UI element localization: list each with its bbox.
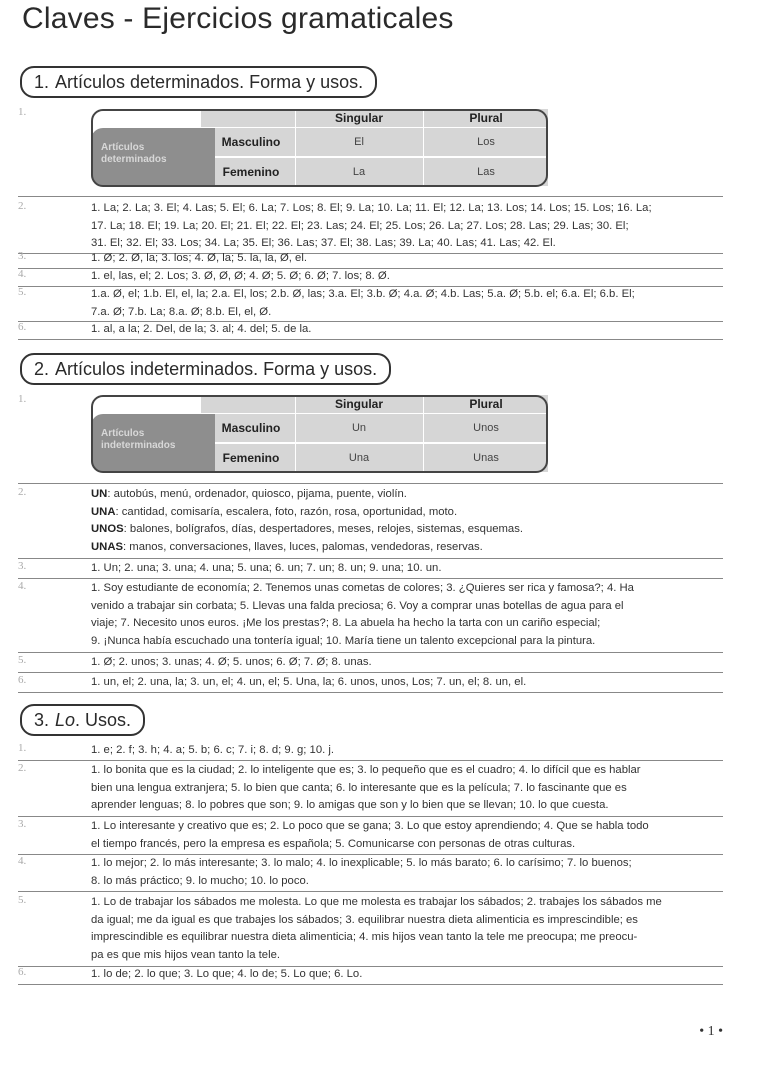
exercise-number: 2. [18,762,27,774]
section-heading-3 [20,704,145,736]
cell-masc-singular: El [354,136,364,148]
exercise-number: 6. [18,674,27,686]
exercise-row-3-2 [18,762,723,817]
exercise-row-2-5 [18,654,723,673]
exercise-number: 5. [18,286,27,298]
exercise-answers: 1. lo bonita que es la ciudad; 2. lo inteligente que es; 3. lo pequeño que es el cuadro; 4. lo difícil que es hablar bien una lengua extranjera; 5. lo bien que canta; 6. lo interesante que es la película; 7. lo fascinante que es aprender lenguas; 8. lo pobres que son; 9. lo amigas que son y lo bien que se llevan; 10. lo que cuesta. [91,764,641,811]
exercise-row-2-2 [18,486,723,559]
exercise-number: 1. [18,106,27,118]
cell-masc-singular: Un [351,422,367,434]
exercise-number: 3. [18,250,27,262]
exercise-number: 5. [18,894,27,906]
col-singular: Singular [334,111,383,125]
section-heading-1 [20,66,377,98]
exercise-answers: 1. el, las, el; 2. Los; 3. Ø, Ø, Ø; 4. Ø; 5. Ø; 6. Ø; 7. los; 8. Ø. [91,270,390,282]
row-masculino: Masculino [221,135,281,149]
table-side-label: Artículos indeterminados [91,414,215,472]
exercise-answers: 1. Lo de trabajar los sábados me molesta. Lo que me molesta es trabajar los sábados; 2. trabajes los sábados me da igual; me da igual es que trabajes los sábados; 3. equilibrar nuestra dieta alimenticia es imprescindible; es imprescindible es equilibrar nuestra dieta alimenticia; 4. mis hijos vean tanto la tele me preocupa; me preocu- pa es que mis hijos vean tanto la tele. [91,896,662,961]
cell-fem-plural: Las [477,166,495,178]
exercise-number: 4. [18,580,27,592]
col-plural: Plural [469,111,503,125]
page-title: Claves - Ejercicios gramaticales [22,2,454,35]
exercise-row-1-6 [18,321,723,340]
exercise-row-1-3 [18,250,723,269]
exercise-number: 4. [18,268,27,280]
section-number: 1. [34,72,50,92]
section-number: 2. [34,359,50,379]
exercise-answers: 1.a. Ø, el; 1.b. El, el, la; 2.a. El, los; 2.b. Ø, las; 3.a. El; 3.b. Ø; 4.a. Ø; 4.b. Las; 5.a. Ø; 5.b. el; 6.a. El; 6.b. El; 7.a. Ø; 7.b. La; 8.a. Ø; 8.b. El, el, Ø. [91,288,635,318]
section-heading-text: Artículos indeterminados. Forma y usos. [55,359,378,379]
section-heading-text: Artículos determinados. Forma y usos. [55,72,364,92]
exercise-row-2-3 [18,560,723,579]
exercise-answers: 1. Ø; 2. Ø, la; 3. los; 4. Ø, la; 5. la, la, Ø, el. [91,252,307,264]
section-number: 3. [34,710,50,730]
exercise-row-1-4 [18,268,723,287]
exercise-number: 4. [18,855,27,867]
exercise-answers: 1. lo de; 2. lo que; 3. Lo que; 4. lo de; 5. Lo que; 6. Lo. [91,968,363,980]
exercise-row-2-6 [18,674,723,693]
exercise-row-3-3 [18,818,723,855]
exercise-answers: 1. Ø; 2. unos; 3. unas; 4. Ø; 5. unos; 6. Ø; 7. Ø; 8. unas. [91,656,372,668]
indefinite-articles-table [91,395,548,475]
exercise-number: 6. [18,966,27,978]
col-plural: Plural [469,397,503,411]
exercise-answers: 1. un, el; 2. una, la; 3. un, el; 4. un, el; 5. Una, la; 6. unos, unos, Los; 7. un, el; 8. un, el. [91,676,527,688]
exercise-number: 5. [18,654,27,666]
row-femenino: Femenino [222,165,280,179]
exercise-row-3-1 [18,742,723,761]
cell-fem-singular: Una [348,452,370,464]
section-heading-text: . Usos. [75,710,132,730]
exercise-row-3-6 [18,966,723,985]
cell-masc-plural: Los [477,136,495,148]
exercise-answers: 1. e; 2. f; 3. h; 4. a; 5. b; 6. c; 7. i; 8. d; 9. g; 10. j. [91,744,335,756]
exercise-row-2-4 [18,580,723,653]
exercise-row-3-4 [18,855,723,892]
exercise-number: 6. [18,321,27,333]
row-masculino: Masculino [221,421,281,435]
exercise-answers: 1. La; 2. La; 3. El; 4. Las; 5. El; 6. La; 7. Los; 8. El; 9. La; 10. La; 11. El; 12. La; 13. Los; 14. Los; 15. Los; 16. La; 17. La; 18. El; 19. La; 20. El; 21. El; 22. El; 23. Las; 24. El; 25. Los; 26. La; 27. Los; 28. Las; 29. Las; 30. El; 31. El; 32. El; 33. Los; 34. La; 35. El; 36. Las; 37. El; 38. Las; 39. La; 40. Las; 41. Las; 42. El. [91,202,652,249]
row-femenino: Femenino [222,451,280,465]
exercise-row-1-5 [18,286,723,322]
exercise-number: 1. [18,742,27,754]
table-side-label: Artículos determinados [91,128,215,186]
exercise-number: 3. [18,560,27,572]
exercise-answers: UN: autobús, menú, ordenador, quiosco, pijama, puente, violín. UNA: cantidad, comisaría, escalera, foto, razón, rosa, oportunidad, moto. UNOS: balones, bolígrafos, días, despertadores, meses, relojes, sistemas, esquemas. UNAS: manos, conversaciones, llaves, luces, palomas, vendedoras, reservas. [91,488,523,553]
exercise-answers: 1. Soy estudiante de economía; 2. Tenemos unas cometas de colores; 3. ¿Quieres ser rica y famosa?; 4. Ha venido a trabajar sin corbata; 5. Llevas una falda preciosa; 6. Voy a comprar unas botellas de agua para el viaje; 7. Necesito unos euros. ¡Me los prestas?; 8. La abuela ha hecho la tarta con un cariño especial; 9. ¡Nunca había escuchado una tontería igual; 10. María tiene un talento excepcional para la pintura. [91,582,634,647]
cell-fem-plural: Unas [473,452,499,464]
cell-fem-singular: La [352,166,366,178]
exercise-number: 3. [18,818,27,830]
exercise-row-1-2 [18,200,723,254]
page-number: • 1 • [699,1024,723,1039]
exercise-row-3-5 [18,894,723,967]
exercise-number: 2. [18,200,27,212]
cell-masc-plural: Unos [473,422,499,434]
exercise-answers: 1. al, a la; 2. Del, de la; 3. al; 4. del; 5. de la. [91,323,312,335]
col-singular: Singular [334,397,383,411]
exercise-answers: 1. lo mejor; 2. lo más interesante; 3. lo malo; 4. lo inexplicable; 5. lo más barato; 6. lo carísimo; 7. lo buenos; 8. lo más práctico; 9. lo mucho; 10. lo poco. [91,857,632,887]
exercise-number: 2. [18,486,27,498]
exercise-answers: 1. Lo interesante y creativo que es; 2. Lo poco que se gana; 3. Lo que estoy aprendiendo; 4. Que se habla todo el tiempo francés, pero la empresa es española; 5. Comunicarse con personas de otras culturas. [91,820,649,850]
section-heading-italic: Lo [55,710,76,730]
exercise-answers: 1. Un; 2. una; 3. una; 4. una; 5. una; 6. un; 7. un; 8. un; 9. una; 10. un. [91,562,442,574]
section-heading-2 [20,353,391,385]
exercise-number: 1. [18,393,27,405]
definite-articles-table [91,109,548,189]
